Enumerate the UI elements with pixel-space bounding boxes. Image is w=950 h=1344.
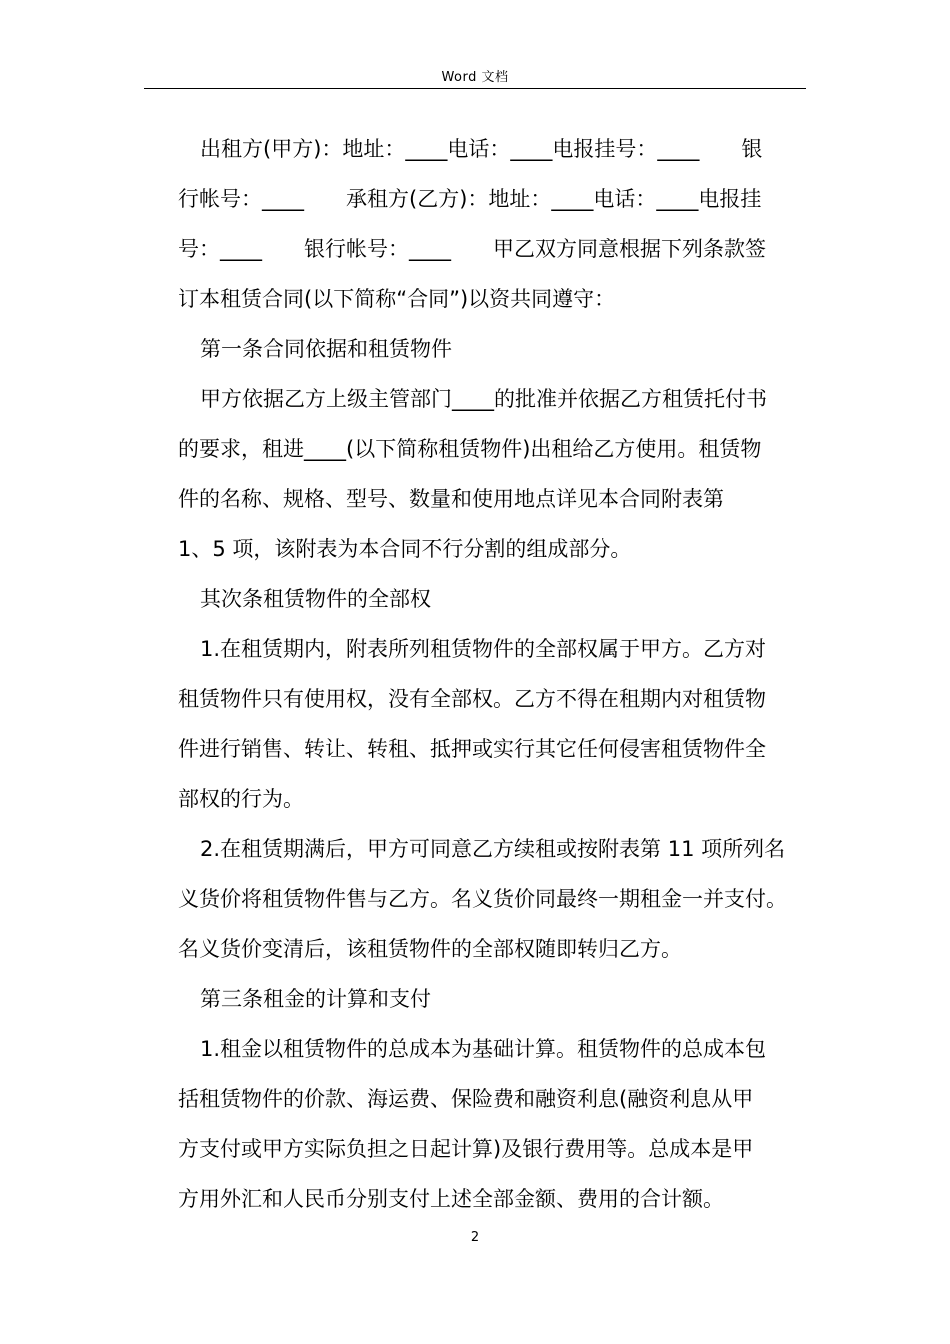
section-heading: 第一条合同依据和租赁物件 — [200, 337, 452, 361]
paragraph-line: 2.在租赁期满后，甲方可同意乙方续租或按附表第 11 项所列名 — [200, 837, 786, 861]
paragraph-line: 件进行销售、转让、转租、抵押或实行其它任何侵害租赁物件全 — [178, 737, 766, 761]
paragraph-line: 括租赁物件的价款、海运费、保险费和融资利息(融资利息从甲 — [178, 1087, 754, 1111]
section-heading: 第三条租金的计算和支付 — [200, 987, 431, 1011]
paragraph-line: 的要求，租进____(以下简称租赁物件)出租给乙方使用。租赁物 — [178, 437, 762, 461]
paragraph-line: 号：____ 银行帐号：____ 甲乙双方同意根据下列条款签 — [178, 237, 766, 261]
paragraph-line: 部权的行为。 — [178, 787, 304, 811]
paragraph-line: 租赁物件只有使用权，没有全部权。乙方不得在租期内对租赁物 — [178, 687, 766, 711]
paragraph-line: 1、5 项，该附表为本合同不行分割的组成部分。 — [178, 537, 632, 561]
page-header-title: Word 文档 — [441, 70, 509, 85]
paragraph-line: 出租方(甲方)：地址：____电话：____电报挂号：____ 银 — [200, 137, 763, 161]
header-divider — [144, 88, 806, 89]
section-heading: 其次条租赁物件的全部权 — [200, 587, 431, 611]
page-number: 2 — [470, 1230, 480, 1245]
paragraph-line: 方用外汇和人民币分别支付上述全部金额、费用的合计额。 — [178, 1187, 724, 1211]
document-body — [178, 124, 818, 1224]
paragraph-line: 方支付或甲方实际负担之日起计算)及银行费用等。总成本是甲 — [178, 1137, 754, 1161]
paragraph-line: 1.在租赁期内，附表所列租赁物件的全部权属于甲方。乙方对 — [200, 637, 767, 661]
paragraph-line: 1.租金以租赁物件的总成本为基础计算。租赁物件的总成本包 — [200, 1037, 767, 1061]
paragraph-line: 名义货价变清后，该租赁物件的全部权随即转归乙方。 — [178, 937, 682, 961]
paragraph-line: 行帐号：____ 承租方(乙方)：地址：____电话：____电报挂 — [178, 187, 762, 211]
paragraph-line: 义货价将租赁物件售与乙方。名义货价同最终一期租金一并支付。 — [178, 887, 787, 911]
paragraph-line: 甲方依据乙方上级主管部门____的批准并依据乙方租赁托付书 — [200, 387, 767, 411]
paragraph-line: 件的名称、规格、型号、数量和使用地点详见本合同附表第 — [178, 487, 724, 511]
paragraph-line: 订本租赁合同(以下简称“合同”)以资共同遵守： — [178, 287, 616, 311]
